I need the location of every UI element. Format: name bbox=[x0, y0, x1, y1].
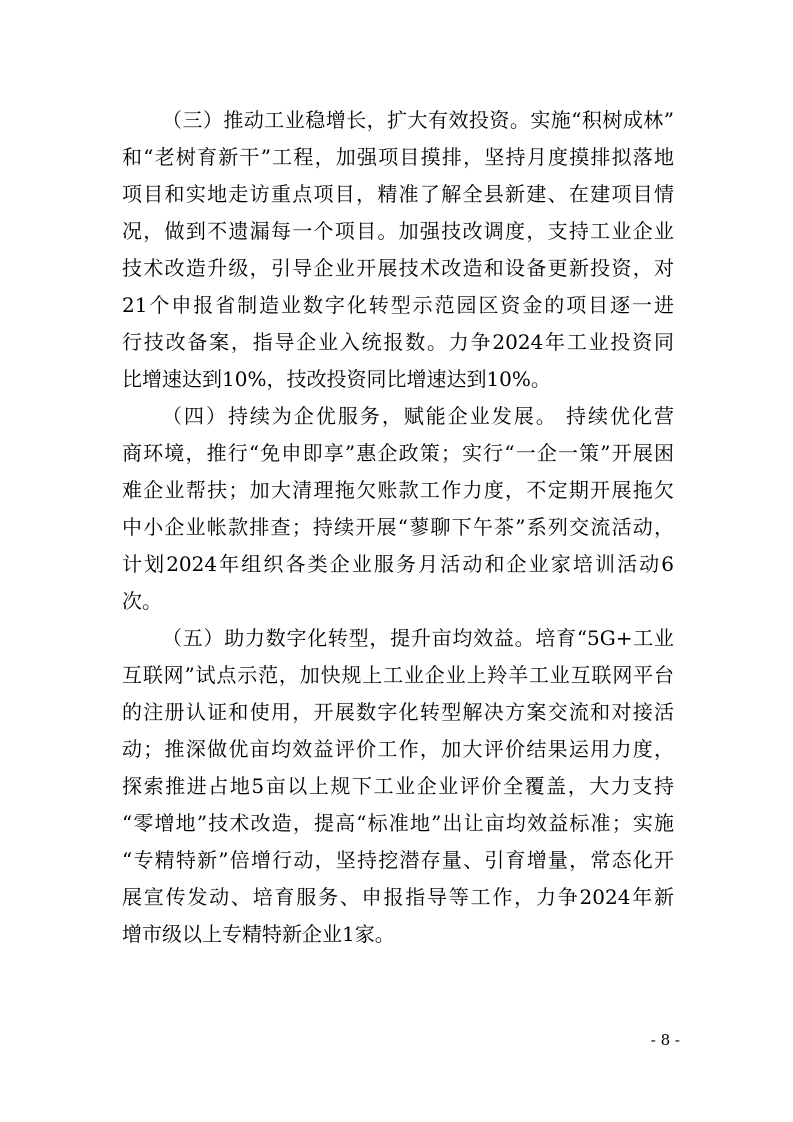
paragraph-line: 次。 bbox=[122, 589, 162, 613]
paragraph-line: 探索推进占地5亩以上规下工业企业评价全覆盖，大力支持 bbox=[122, 774, 674, 798]
paragraph-line: “零增地”技术改造，提高“标准地”出让亩均效益标准；实施 bbox=[122, 811, 674, 835]
paragraph-line: 商环境，推行“免申即享”惠企政策；实行“一企一策”开展困 bbox=[122, 441, 674, 465]
paragraph-line: 计划2024年组织各类企业服务月活动和企业家培训活动6 bbox=[122, 552, 674, 576]
paragraph-line: 行技改备案，指导企业入统报数。力争2024年工业投资同 bbox=[122, 330, 674, 354]
paragraph-line: 技术改造升级，引导企业开展技术改造和设备更新投资，对 bbox=[122, 256, 674, 280]
paragraph-line: （三）推动工业稳增长，扩大有效投资。实施“积树成林” bbox=[162, 108, 674, 132]
paragraph-line: 和“老树育新干”工程，加强项目摸排，坚持月度摸排拟落地 bbox=[122, 145, 674, 169]
paragraph-line: 展宣传发动、培育服务、申报指导等工作，力争2024年新 bbox=[122, 885, 674, 909]
paragraph-line: 况，做到不遗漏每一个项目。加强技改调度，支持工业企业 bbox=[122, 219, 674, 243]
page-number: - 8 - bbox=[650, 1031, 680, 1049]
paragraph-line: 难企业帮扶；加大清理拖欠账款工作力度，不定期开展拖欠 bbox=[122, 478, 674, 502]
paragraph-line: 项目和实地走访重点项目，精准了解全县新建、在建项目情 bbox=[122, 182, 674, 206]
paragraph-line: （五）助力数字化转型，提升亩均效益。培育“5G+工业 bbox=[162, 626, 674, 650]
paragraph-line: 增市级以上专精特新企业1家。 bbox=[122, 922, 395, 946]
paragraph-line: （四）持续为企优服务，赋能企业发展。 持续优化营 bbox=[162, 404, 674, 428]
paragraph-line: 比增速达到10%，技改投资同比增速达到10%。 bbox=[122, 367, 551, 391]
paragraph-line: 的注册认证和使用，开展数字化转型解决方案交流和对接活 bbox=[122, 700, 674, 724]
paragraph-line: 21个申报省制造业数字化转型示范园区资金的项目逐一进 bbox=[122, 293, 674, 317]
paragraph-line: “专精特新”倍增行动，坚持挖潜存量、引育增量，常态化开 bbox=[122, 848, 674, 872]
paragraph-line: 动；推深做优亩均效益评价工作，加大评价结果运用力度， bbox=[122, 737, 674, 761]
paragraph-line: 中小企业帐款排查；持续开展“蓼聊下午茶”系列交流活动， bbox=[122, 515, 674, 539]
paragraph-line: 互联网”试点示范，加快规上工业企业上羚羊工业互联网平台 bbox=[122, 663, 674, 687]
